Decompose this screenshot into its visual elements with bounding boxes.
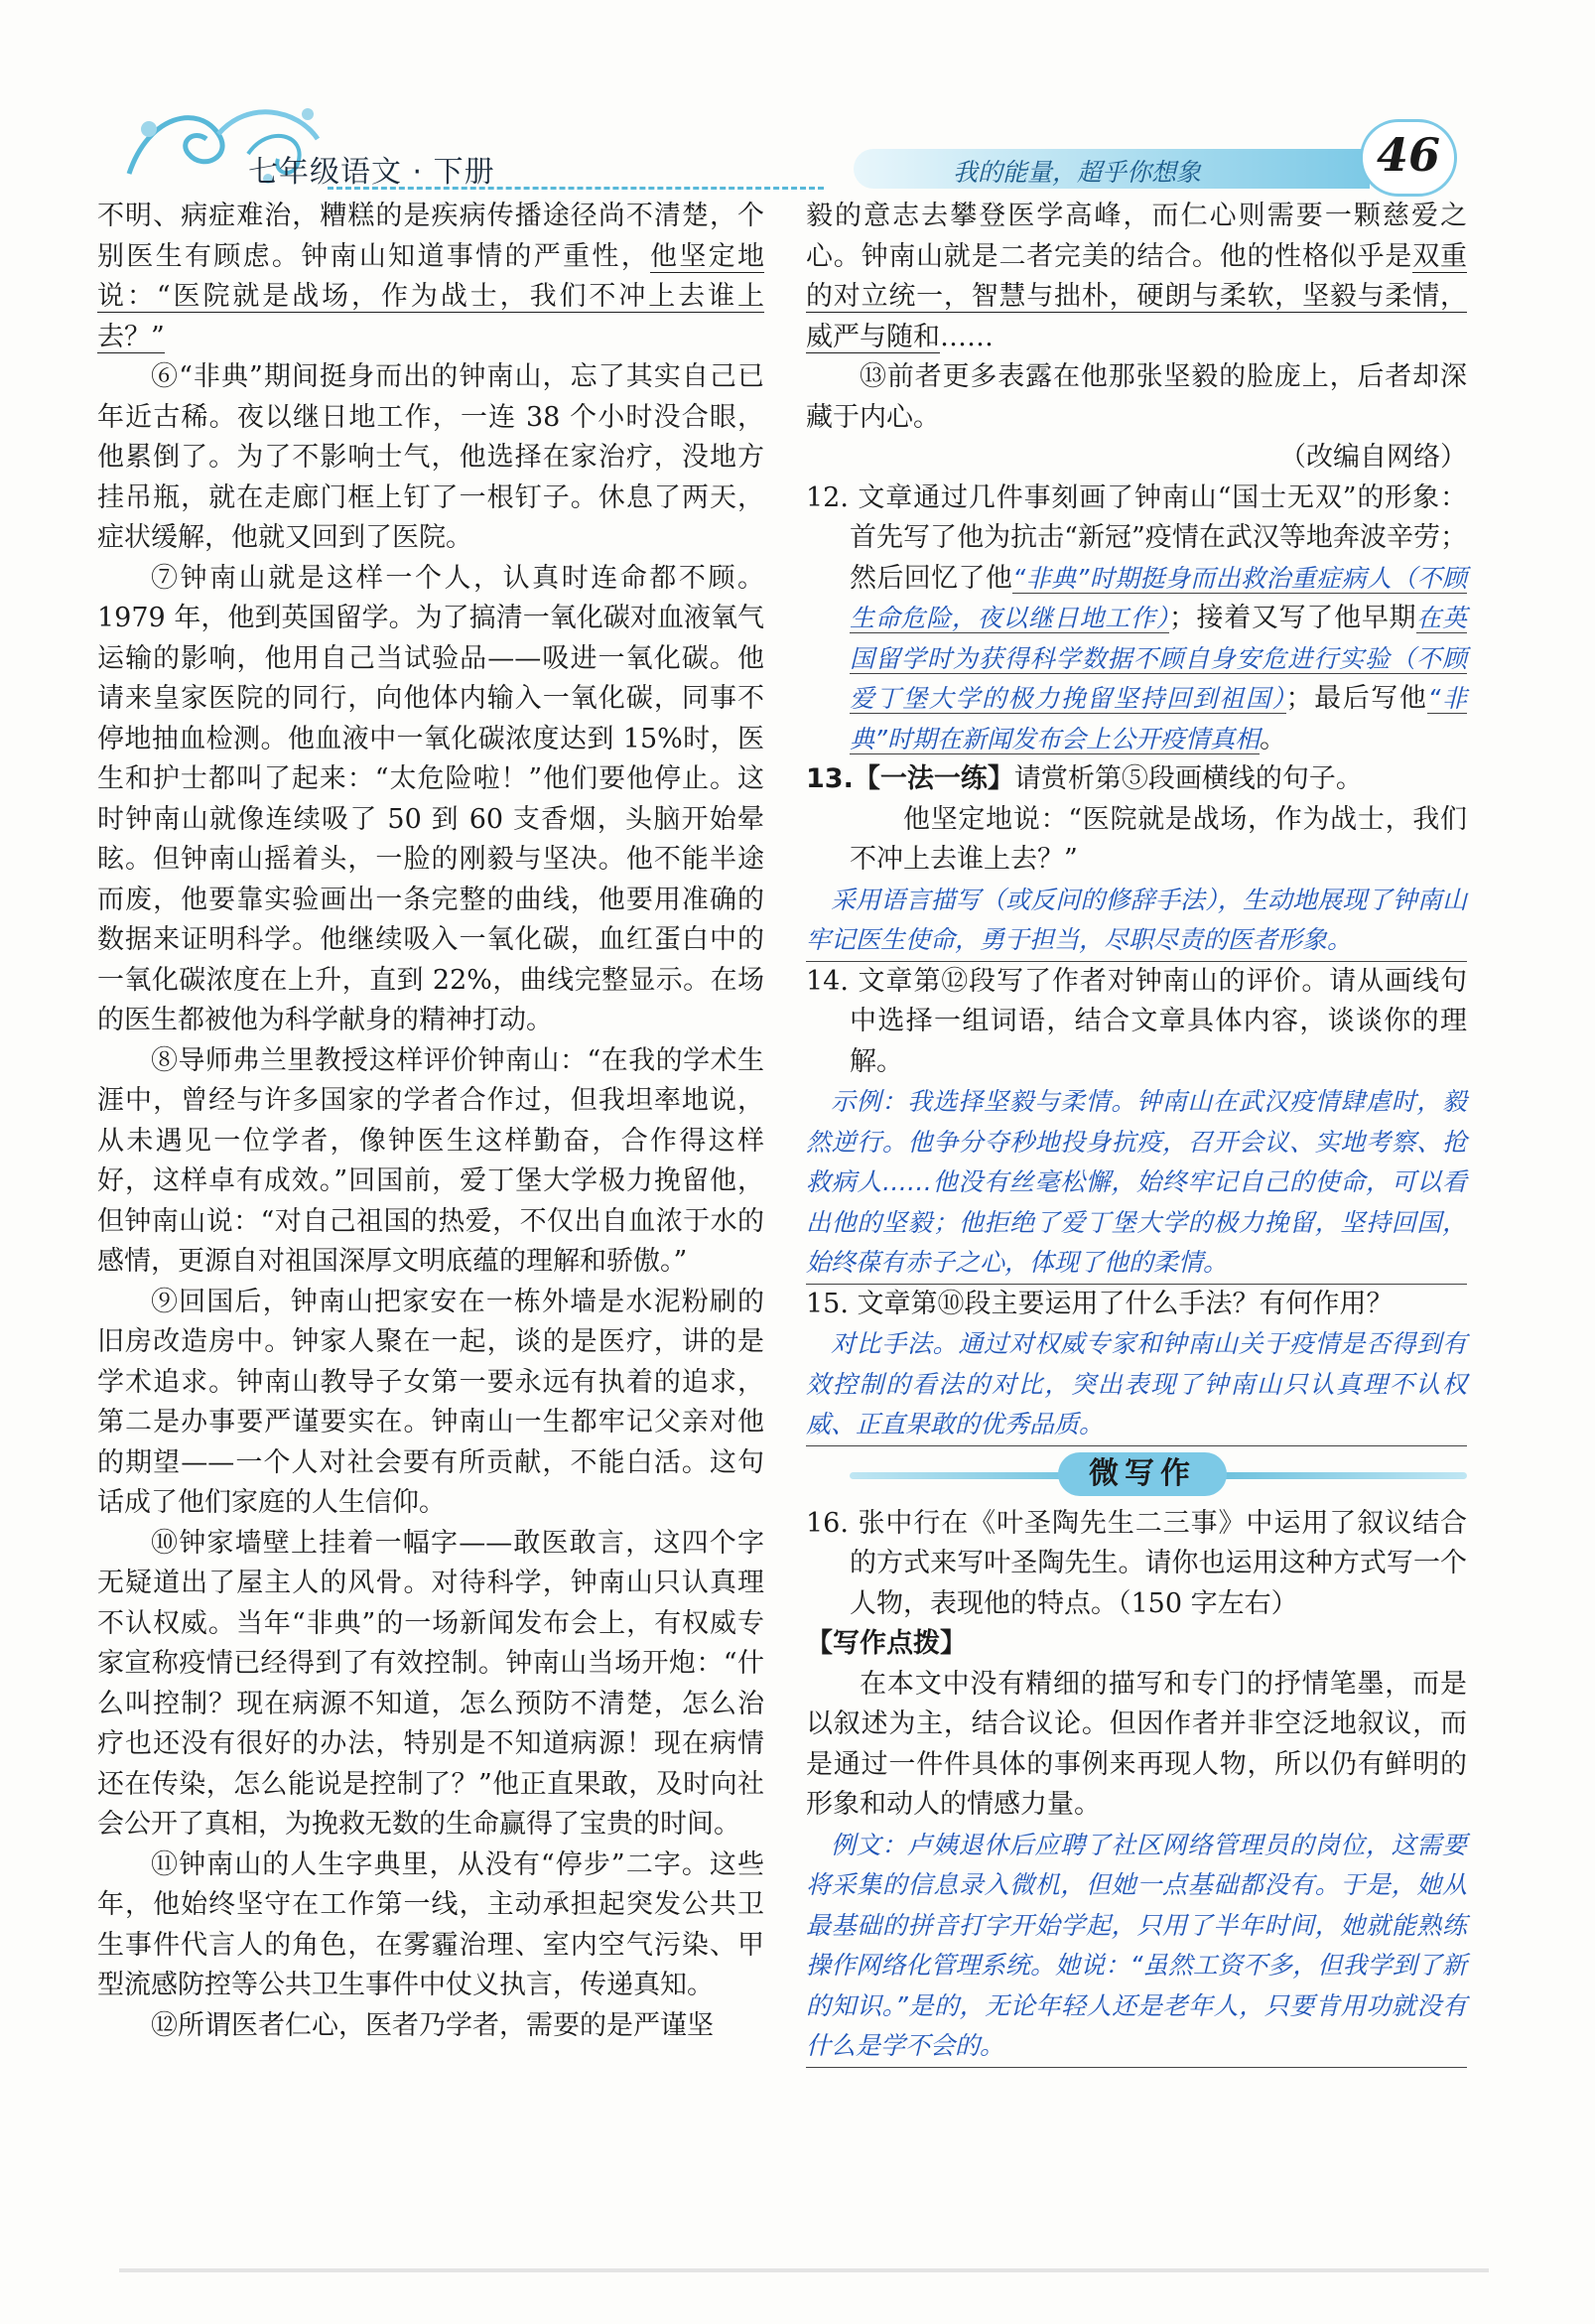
page-number: 46 [1376,128,1440,182]
paragraph-11: ⑪钟南山的人生字典里，从没有“停步”二字。这些年，他始终坚守在工作第一线，主动承担起突发公共卫生事件代言人的角色，在雾霾治理、室内空气污染、甲型流感防控等公共卫生事件中仗义执言，传递真知。 [97,1848,764,2000]
left-column [97,197,764,2046]
source-note: （改编自网络） [1279,442,1467,473]
slogan: 我的能量，超乎你想象 [953,158,1202,187]
bottom-divider [119,2268,1489,2272]
writing-tip: 在本文中没有精细的描写和专门的抒情笔墨，而是以叙述为主，结合议论。但因作者并非空泛地叙议，而是通过一件件具体的事例来再现人物，所以仍有鲜明的形象和动人的情感力量。 [806,1668,1467,1820]
question-13: 13.【一法一练】请赏析第⑤段画横线的句子。 [806,763,1363,794]
paragraph-5-end: 不明、病症难治，糟糕的是疾病传播途径尚不清楚，个别医生有顾虑。钟南山知道事情的严重性，他坚定地说：“医院就是战场，作为战士，我们不冲上去谁上去？” [97,201,765,352]
question-14: 14. 文章第⑫段写了作者对钟南山的评价。请从画线句中选择一组词语，结合文章具体内容，谈谈你的理解。 [806,965,1467,1077]
paragraph-12-start: ⑫所谓医者仁心，医者乃学者，需要的是严谨坚 [151,2009,714,2041]
answer-13[interactable]: 采用语言描写（或反问的修辞手法），生动地展现了钟南山牢记医生使命，勇于担当，尽职尽责的医者形象。 [806,881,1467,962]
paragraph-12-end: 毅的意志去攀登医学高峰，而仁心则需要一颗慈爱之心。钟南山就是二者完美的结合。他的性格似乎是双重的对立统一，智慧与拙朴，硬朗与柔软，坚毅与柔情，威严与随和…… [806,201,1468,352]
underlined-phrase: 双重的对立统一，智慧与拙朴，硬朗与柔软，坚毅与柔情，威严与随和 [806,240,1468,352]
section-banner [850,1452,1467,1498]
underlined-sentence: 他坚定地说：“医院就是战场，作为战士，我们不冲上去谁上去？” [97,240,765,352]
paragraph-9: ⑨回国后，钟南山把家安在一栋外墙是水泥粉刷的旧房改造房中。钟家人聚在一起，谈的是医疗，讲的是学术追求。钟南山教导子女第一要永远有执着的追求，第二是办事要严谨要实在。钟南山一生都牢记父亲对他的期望——一个人对社会要有所贡献，不能白活。这句话成了他们家庭的人生信仰。 [97,1286,764,1518]
answer-12-1[interactable]: “非典”时期挺身而出救治重症病人（不顾生命危险，夜以继日地工作） [850,563,1468,632]
section-title: 微写作 [1058,1452,1227,1496]
header-divider [328,187,824,190]
question-12: 12. 文章通过几件事刻画了钟南山“国士无双”的形象：首先写了他为抗击“新冠”疫情在武汉等地奔波辛劳；然后回忆了他“非典”时期挺身而出救治重症病人（不顾生命危险，夜以继日地工作）；接着又写了他早期在英国留学时为获得科学数据不顾自身安危进行实验（不顾爱丁堡大学的极力挽留坚持回到祖国）；最后写他“非典”时期在新闻发布会上公开疫情真相。 [806,481,1468,754]
question-15: 15. 文章第⑩段主要运用了什么手法？有何作用？ [806,1288,1394,1319]
writing-tip-label: 【写作点拨】 [806,1628,967,1659]
paragraph-7: ⑦钟南山就是这样一个人，认真时连命都不顾。1979 年，他到英国留学。为了搞清一氧化碳对血液氧气运输的影响，他用自己当试验品——吸进一氧化碳。他请来皇家医院的同行，向他体内输入一氧化碳，同事不停地抽血检测。他血液中一氧化碳浓度达到 15%时，医生和护士都叫了起来：“太危险啦！”他们要他停止。这时钟南山就像连续吸了 50 到 60 支香烟，头脑开始晕眩。但钟南山摇着头，一脸的刚毅与坚决。他不能半途而废，他要靠实验画出一条完整的曲线，他要用准确的数据来证明科学。他继续吸入一氧化碳，血红蛋白中的一氧化碳浓度在上升，直到 22%，曲线完整显示。在场的医生都被他为科学献身的精神打动。 [97,562,764,1035]
paragraph-6: ⑥“非典”期间挺身而出的钟南山，忘了其实自己已年近古稀。夜以继日地工作，一连 38 个小时没合眼，他累倒了。为了不影响士气，他选择在家治疗，没地方挂吊瓶，就在走廊门框上钉了一根钉子。休息了两天，症状缓解，他就又回到了医院。 [97,361,764,553]
answer-12-2[interactable]: 在英国留学时为获得科学数据不顾自身安危进行实验（不顾爱丁堡大学的极力挽留坚持回到祖国） [850,604,1467,713]
paragraph-13: ⑬前者更多表露在他那张坚毅的脸庞上，后者却深藏于内心。 [806,361,1467,433]
example-essay[interactable]: 例文：卢姨退休后应聘了社区网络管理员的岗位，这需要将采集的信息录入微机，但她一点基础都没有。于是，她从最基础的拼音打字开始学起，只用了半年时间，她就能熟练操作网络化管理系统。她说：“虽然工资不多，但我学到了新的知识。”是的，无论年轻人还是老年人，只要肯用功就没有什么是学不会的。 [806,1826,1467,2068]
question-16: 16. 张中行在《叶圣陶先生二三事》中运用了叙议结合的方式来写叶圣陶先生。请你也运用这种方式写一个人物，表现他的特点。（150 字左右） [806,1507,1467,1619]
answer-14[interactable]: 示例：我选择坚毅与柔情。钟南山在武汉疫情肆虐时，毅然逆行。他争分夺秒地投身抗疫，召开会议、实地考察、抢救病人……他没有丝毫松懈，始终牢记自己的使命，可以看出他的坚毅；他拒绝了爱丁堡大学的极力挽留，坚持回国，始终葆有赤子之心，体现了他的柔情。 [806,1082,1467,1285]
paragraph-8: ⑧导师弗兰里教授这样评价钟南山：“在我的学术生涯中，曾经与许多国家的学者合作过，但我坦率地说，从未遇见一位学者，像钟医生这样勤奋，合作得这样好，这样卓有成效。”回国前，爱丁堡大学极力挽留他，但钟南山说：“对自己祖国的热爱，不仅出自血浓于水的感情，更源自对祖国深厚文明底蕴的理解和骄傲。” [97,1044,764,1277]
book-title: 七年级语文 · 下册 [248,155,495,190]
answer-12-3[interactable]: “非典”时期在新闻发布会上公开疫情真相 [850,684,1468,753]
question-13-quote: 他坚定地说：“医院就是战场，作为战士，我们不冲上去谁上去？” [850,803,1467,875]
answer-15[interactable]: 对比手法。通过对权威专家和钟南山关于疫情是否得到有效控制的看法的对比，突出表现了钟南山只认真理不认权威、正直果敢的优秀品质。 [806,1324,1467,1446]
paragraph-10: ⑩钟家墙壁上挂着一幅字——敢医敢言，这四个字无疑道出了屋主人的风骨。对待科学，钟南山只认真理不认权威。当年“非典”的一场新闻发布会上，有权威专家宣称疫情已经得到了有效控制。钟南山当场开炮：“什么叫控制？现在病源不知道，怎么预防不清楚，怎么治疗也还没有很好的办法，特别是不知道病源！现在病情还在传染，怎么能说是控制了？”他正直果敢，及时向社会公开了真相，为挽救无数的生命赢得了宝贵的时间。 [97,1527,764,1840]
right-column [806,197,1467,2068]
